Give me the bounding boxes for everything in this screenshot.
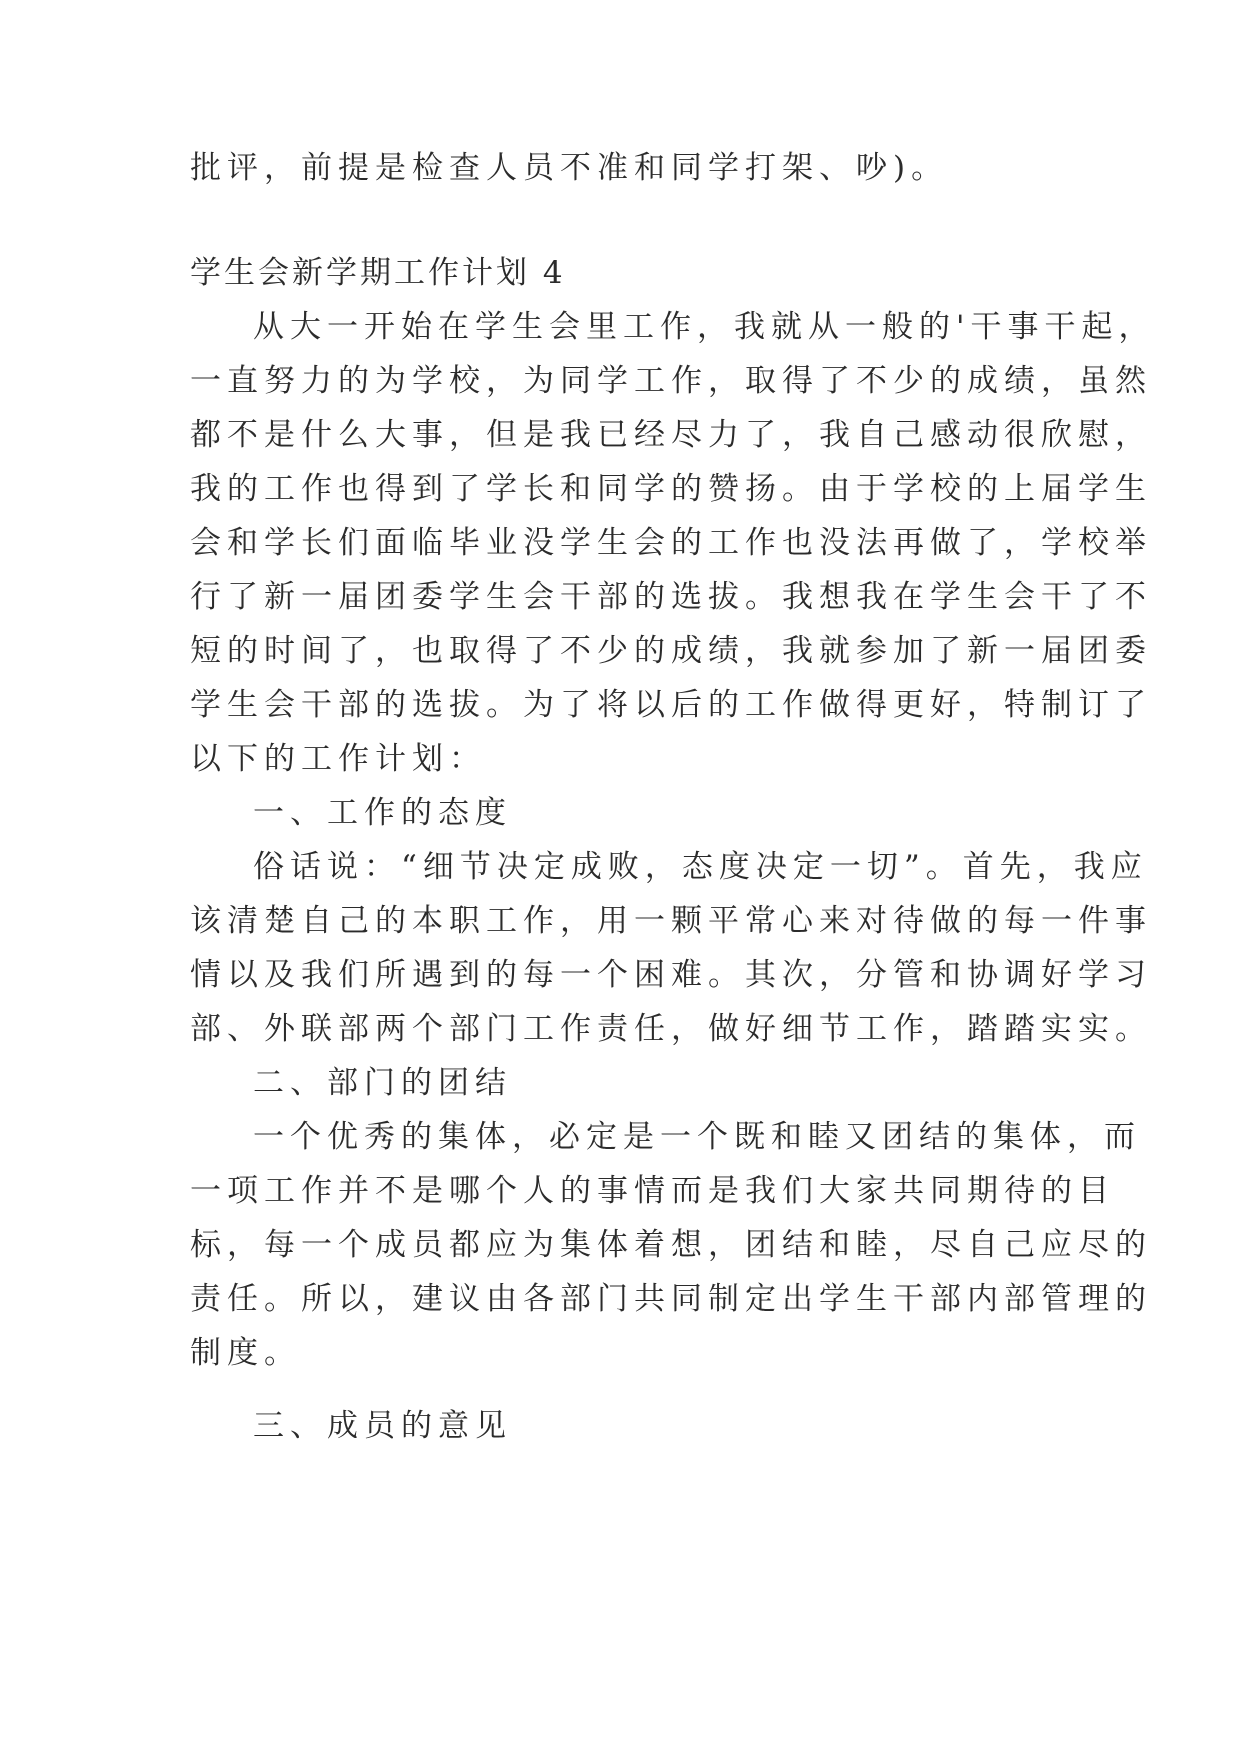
text-line: 批评，前提是检查人员不准和同学打架、吵)。 — [190, 150, 949, 186]
section-heading: 一、工作的态度 — [253, 795, 512, 831]
text-line: 情以及我们所遇到的每一个困难。其次，分管和协调好学习 — [190, 957, 1152, 993]
text-line: 以下的工作计划： — [190, 741, 486, 777]
section-heading: 二、部门的团结 — [253, 1065, 512, 1101]
text-line: 制度。 — [190, 1335, 301, 1371]
text-line: 学生会干部的选拔。为了将以后的工作做得更好，特制订了 — [190, 687, 1152, 723]
text-line: 行了新一届团委学生会干部的选拔。我想我在学生会干了不 — [190, 579, 1152, 615]
text-line: 俗话说：“细节决定成败，态度决定一切”。首先，我应 — [253, 849, 1148, 885]
text-line: 从大一开始在学生会里工作，我就从一般的'干事干起， — [253, 309, 1156, 345]
text-line: 部、外联部两个部门工作责任，做好细节工作，踏踏实实。 — [190, 1011, 1152, 1047]
text-line: 短的时间了，也取得了不少的成绩，我就参加了新一届团委 — [190, 633, 1152, 669]
text-line: 一直努力的为学校，为同学工作，取得了不少的成绩，虽然 — [190, 363, 1152, 399]
text-line: 会和学长们面临毕业没学生会的工作也没法再做了，学校举 — [190, 525, 1152, 561]
section-heading: 三、成员的意见 — [253, 1408, 512, 1444]
section-title: 学生会新学期工作计划 4 — [190, 255, 566, 291]
text-line: 我的工作也得到了学长和同学的赞扬。由于学校的上届学生 — [190, 471, 1152, 507]
text-line: 责任。所以，建议由各部门共同制定出学生干部内部管理的 — [190, 1281, 1152, 1317]
text-line: 该清楚自己的本职工作，用一颗平常心来对待做的每一件事 — [190, 903, 1152, 939]
text-line: 一个优秀的集体，必定是一个既和睦又团结的集体，而 — [253, 1119, 1141, 1155]
text-line: 标，每一个成员都应为集体着想，团结和睦，尽自己应尽的 — [190, 1227, 1152, 1263]
text-line: 都不是什么大事，但是我已经尽力了，我自己感动很欣慰， — [190, 417, 1152, 453]
text-line: 一项工作并不是哪个人的事情而是我们大家共同期待的目 — [190, 1173, 1115, 1209]
